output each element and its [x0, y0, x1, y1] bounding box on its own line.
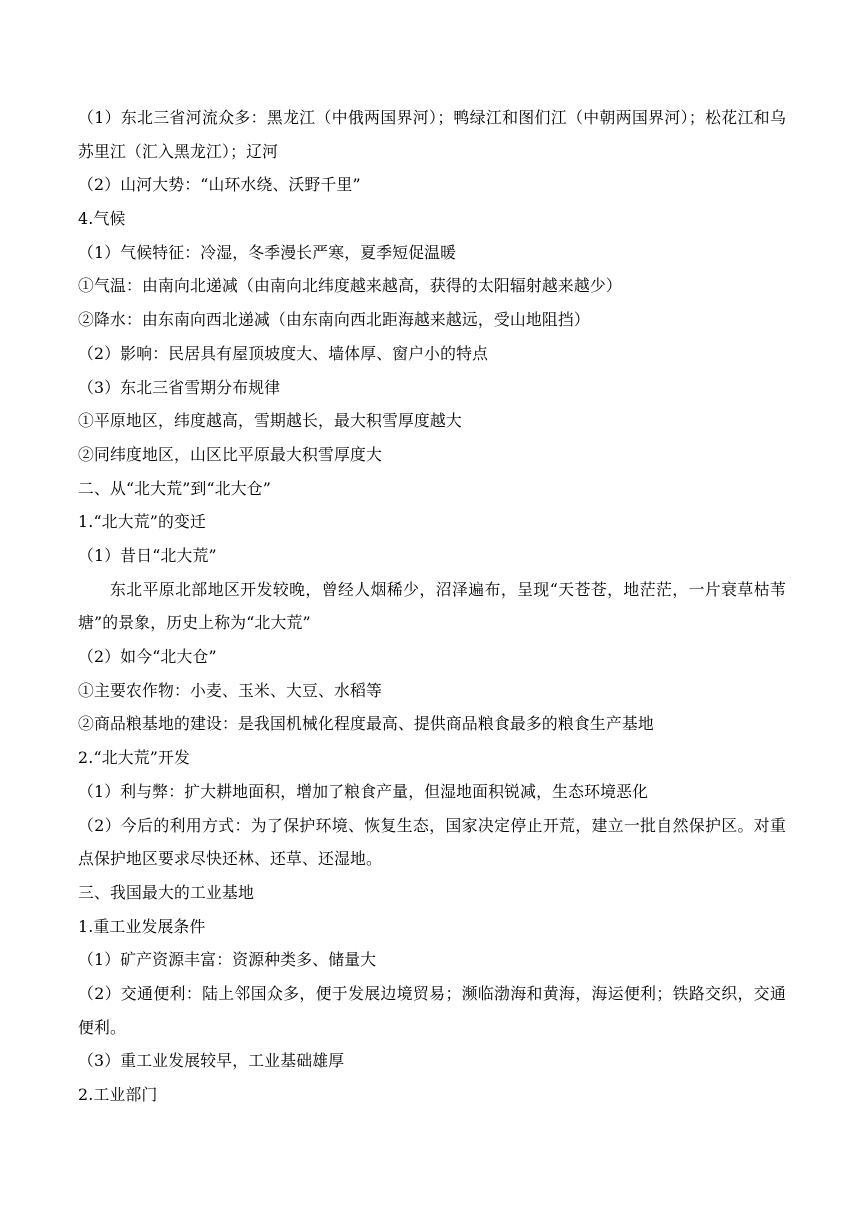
- influence-line: （2）影响：民居具有屋顶坡度大、墙体厚、窗户小的特点: [78, 343, 489, 363]
- section-two-heading: 二、从“北大荒”到“北大仓”: [78, 478, 272, 498]
- future-use-paragraph: （2）今后的利用方式：为了保护环境、恢复生态，国家决定停止开荒，建立一批自然保护区。对重点保护地区要求尽快还林、还草、还湿地。: [78, 815, 786, 869]
- pros-cons-line: （1）利与弊：扩大耕地面积，增加了粮食产量，但湿地面积锐减，生态环境恶化: [78, 781, 649, 801]
- past-beidahuang-heading: （1）昔日“北大荒”: [78, 545, 217, 565]
- climate-features-line: （1）气候特征：冷湿，冬季漫长严寒，夏季短促温暖: [78, 242, 457, 262]
- rivers-paragraph: （1）东北三省河流众多：黑龙江（中俄两国界河）；鸭绿江和图们江（中朝两国界河）；松花江和乌苏里江（汇入黑龙江）；辽河: [78, 108, 786, 161]
- present-beidacang-heading: （2）如今“北大仓”: [78, 647, 217, 667]
- development-heading: 2.“北大荒”开发: [78, 748, 191, 768]
- mineral-resources-line: （1）矿产资源丰富：资源种类多、储量大: [78, 950, 377, 970]
- industrial-sectors-heading: 2.工业部门: [78, 1085, 158, 1105]
- main-crops-line: ①主要农作物：小麦、玉米、大豆、水稻等: [78, 680, 382, 700]
- climate-heading: 4.气候: [78, 209, 126, 229]
- beidahuang-change-heading: 1.“北大荒”的变迁: [78, 512, 207, 532]
- precipitation-line: ②降水：由东南向西北递减（由东南向西北距海越来越远，受山地阻挡）: [78, 310, 590, 330]
- industrial-base-line: （3）重工业发展较早，工业基础雄厚: [78, 1051, 345, 1071]
- snow-pattern-heading: （3）东北三省雪期分布规律: [78, 377, 281, 397]
- industry-conditions-heading: 1.重工业发展条件: [78, 916, 206, 936]
- section-three-heading: 三、我国最大的工业基地: [78, 882, 254, 902]
- temperature-line: ①气温：由南向北递减（由南向北纬度越来越高，获得的太阳辐射越来越少）: [78, 276, 622, 296]
- grain-base-line: ②商品粮基地的建设：是我国机械化程度最高、提供商品粮食最多的粮食生产基地: [78, 714, 654, 734]
- past-beidahuang-paragraph: 东北平原北部地区开发较晚，曾经人烟稀少，沼泽遍布，呈现“天苍苍，地茫茫，一片衰草枯苇塘”的景象，历史上称为“北大荒”: [78, 579, 786, 633]
- document-body: [78, 101, 786, 1112]
- snow-plain-line: ①平原地区，纬度越高，雪期越长，最大积雪厚度越大: [78, 411, 462, 431]
- transport-paragraph: （2）交通便利：陆上邻国众多，便于发展边境贸易；濒临渤海和黄海，海运便利；铁路交织，交通便利。: [78, 983, 786, 1037]
- snow-latitude-line: ②同纬度地区，山区比平原最大积雪厚度大: [78, 444, 382, 464]
- landscape-line: （2）山河大势：“山环水绕、沃野千里”: [78, 175, 361, 195]
